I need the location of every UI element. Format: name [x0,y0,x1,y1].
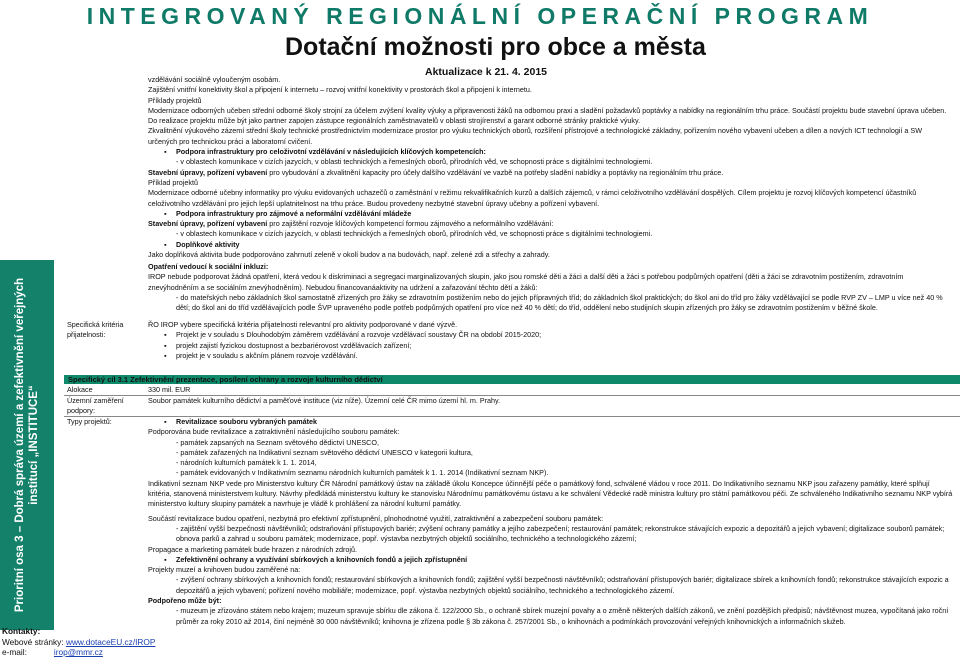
email-link[interactable]: irop@mmr.cz [53,647,103,657]
page-subtitle: Dotační možnosti pro obce a města [285,33,706,61]
section-heading: Opatření vedoucí k sociální inkluzi: [148,262,269,271]
contacts-heading: Kontakty: [2,626,41,636]
text-line: vzdělávání sociálně vyloučeným osobám. [148,75,281,84]
email-label: e-mail: [2,647,27,657]
bullet-item: ▪ projekt zajistí fyzickou dostupnost a bezbariérovost vzdělávacích zařízení; [148,341,948,351]
social-inclusion-section [148,262,954,313]
criteria-section [148,320,948,361]
bullet-heading: ▪ Zefektivnění ochrany a využívání sbírkových a knihovních fondů a jejich zpřístupnění [148,555,954,565]
text-line: Zajištění vnitřní konektivity škol a připojení k internetu – rozvoj vnitřní konektivity v prostorách škol a připojení k internetu. [148,85,532,95]
text-paragraph: Indikativní seznam NKP vede pro Ministerstvo kultury ČR Národní památkový ústav na základě úkolu Koncepce účinnější péče o památkový fond, schválené vládou v roce 2011. Do Indikativního seznamu NKP jsou zařazeny památky, které splňují kritéria, stanovená ministerstvem kultury. Návrhy předkládá ministerstvu kultury ke stanovisku Národnímu památkovému ústavu a ke schválení Vědecké radě ministra kultury pro státní památkovou péči. Ze schváleného Indikativního seznamu NKP vybírá ministerstvo kultury skupiny památek a navrhuje je vládě k prohlášení za národní kulturní památky. [148,478,953,509]
priority-axis-sidebar [0,260,54,630]
bold-lead: Stavební úpravy, pořízení vybavení [148,167,268,177]
bold-lead: Stavební úpravy, pořízení vybavení [148,219,268,229]
text-paragraph: Zkvalitnění výukového zázemí střední školy technické prostřednictvím modernizace prostor pro výuku technických oborů, rozšíření přístrojové a technologické základny, pořízením nového vybavení učeben a dílen a nových ICT technologií a SW určených pro technickou práci a laboratorní cvičení. [148,126,922,146]
dash-item: - v oblastech komunikace v cizích jazycích, v oblasti technických a řemeslných oborů, přírodních věd, ve schopnosti práce s digitálními technologiemi. [176,157,653,167]
dash-item: - do mateřských nebo základních škol samostatně zřízených pro žáky se zdravotním postižením nebo do jejich přípravných tříd; do základních škol praktických; do škol ani do tříd pro žáky vzdělávající se podle RVP ZV – LMP u více než 40 % dětí; do škol ani do tříd vzdělávajících podle ŠVP upraveného podle potřeb podpůrných opatření pro více než 40 % dětí; do tříd, oddělení nebo studijních skupin zřízených pro žáky se zdravotním postižením v běžné škole. [176,292,943,313]
territorial-label: Územní zaměření podpory: [67,396,124,416]
project-types-section [148,417,954,627]
bullet-heading: ▪ Doplňkové aktivity [148,240,948,250]
objective-title: Specifický cíl 3.1 Zefektivnění prezentace, posílení ochrany a rozvoje kulturního dědictví [68,375,383,384]
bullet-heading: ▪ Revitalizace souboru vybraných památek [148,417,954,427]
bullet-heading: ▪ Podpora infrastruktury pro zájmové a neformální vzdělávání mládeže [148,209,948,219]
top-section [148,75,948,260]
dash-item: - v oblastech komunikace v cizích jazycích, v oblasti technických a řemeslných oborů, přírodních věd, ve schopnosti práce s digitálními technologiemi. [176,229,653,239]
dash-item: - národních kulturních památek k 1. 1. 2014, [176,458,317,468]
text-paragraph [148,219,948,229]
subheading: Podpořeno může být: [148,596,222,606]
bullet-heading: ▪ Podpora infrastruktury pro celoživotní vzdělávání v následujících klíčových kompetencích: [148,147,948,157]
text-run: pro zajištění rozvoje klíčových kompetencí formou zájmového a neformálního vzdělávání: [267,219,554,229]
examples-heading: Příklady projektů [148,95,202,105]
bullet-item: ▪ Projekt je v souladu s Dlouhodobým záměrem vzdělávání a rozvoje vzdělávací soustavy ČR na období 2015-2020; [148,330,948,340]
website-link[interactable]: www.dotaceEU.cz/IROP [65,636,156,647]
project-types-label: Typy projektů: [67,417,112,426]
dash-item: - památek evidovaných v Indikativním seznamu národních kulturních památek k 1. 1. 2014 (Indikativní seznam NKP). [176,468,549,478]
dash-item: - památek zapsaných na Seznam světového dědictví UNESCO, [176,437,379,447]
contacts-block [2,626,155,658]
update-date: Aktualizace k 21. 4. 2015 [425,66,547,78]
text-line: Propagace a marketing památek bude hrazen z národních zdrojů. [148,544,357,554]
criteria-label: Specifická kritéria přijatelnosti: [67,320,124,340]
sidebar-label: Prioritní osa 3 – Dobrá správa území a zefektivnění veřejných institucí „INSTITUCE“ [14,277,40,613]
text-line: Součástí revitalizace budou opatření, nezbytná pro efektivní zpřístupnění, plnohodnotné využití, zatraktivnění a zabezpečení souboru památek: [148,513,604,523]
text-paragraph: Jako doplňková aktivita bude podporováno zahrnutí zeleně v okolí budov a na budovách, např. zelené zdi a střechy a zahrady. [148,250,550,260]
text-paragraph: IROP nebude podporovat žádná opatření, která vedou k diskriminaci a segregaci marginalizovaných skupin, jako jsou romské děti a žáci a další děti a žáci s potřebou podpůrných opatření (děti a žáci se zdravotním postižením, zdravotním znevýhodněním a se sociálním znevýhodněním). Nebudou financovanáaktivity na udržení a zařazování těchto dětí a žáků: [148,272,904,292]
allocation-value: 330 mil. EUR [148,385,191,394]
website-row [2,637,155,648]
text-paragraph: Modernizace odborné učebny informatiky pro výuku evidovaných uchazečů o zaměstnání v režimu rekvalifikačních kurzů a dalších zájemců, v rámci celoživotního vzdělávání dospělých. Cílem projektu je rozvoj klíčových kompetencí účastníků celoživotního vzdělávání pro jejich lepší uplatnitelnost na trhu práce. Budou provedeny nezbytné stavební úpravy učebny a pořízení vybavení. [148,188,917,208]
text-line: Projekty muzeí a knihoven budou zaměřené na: [148,565,301,575]
objective-bar [64,375,960,384]
website-label: Webové stránky: [2,636,64,647]
allocation-label: Alokace [67,385,93,394]
dash-item: - památek zařazených na Indikativní seznam světového dědictví UNESCO v kategorii kultura, [176,447,473,457]
text-paragraph [148,168,948,178]
territorial-value: Soubor památek kulturního dědictví a paměťové instituce (viz níže). Územní celé ČR mimo území hl. m. Prahy. [148,396,501,405]
text-run: pro vybudování a zkvalitnění kapacity pro účely dalšího vzdělávání ve vazbě na potřeby sladění nabídky a poptávky na regionálním trhu práce. [267,167,724,177]
program-title: INTEGROVANÝ REGIONÁLNÍ OPERAČNÍ PROGRAM [86,3,874,29]
bullet-item: ▪ projekt je v souladu s akčním plánem rozvoje vzdělávání. [148,351,948,361]
text-line: Podporována bude revitalizace a zatraktivnění následujícího souboru památek: [148,427,400,437]
text-paragraph: Modernizace odborných učeben střední odborné školy strojní za účelem zvýšení kvality výuky a připravenosti žáků na odbornou praxi a sladění požadavků poptávky a nabídky na regionálním trhu práce. Součástí projektu bude stavební úprava učeben. Do realizace projektu může být jako partner zapojen zástupce regionálních zaměstnavatelů v oblasti strojírenství a garant odborné stránky praktické výuky. [148,105,947,126]
text-line: ŘO IROP vybere specifická kritéria přijatelnosti relevantní pro aktivity podporované v dané výzvě. [148,320,458,329]
dash-item: - zajištění vyšší bezpečnosti návštěvníků; odstraňování přístupových bariér; zvýšení ochrany památky a jejího zabezpečení; restaurování památek; rekonstrukce stávajících expozic a depozitářů a jejich vybavení; digitalizace souborů památek; obnova parků a zahrad u souboru památek; modernizace, popř. výstavba nezbytných objektů sociálního, technického a technologického zázemí; [176,523,945,544]
dash-item: - muzeum je zřizováno státem nebo krajem; muzeum spravuje sbírku dle zákona č. 122/2000 Sb., o ochraně sbírek muzejní povahy a o změně některých dalších zákonů, ve znění pozdějších předpisů; návštěvnost muzea, vypočítaná jako roční průměr za roky 2010 až 2014, činí nejméně 30 000 návštěvníků; knihovna je zřízena podle § 3b zákona č. 257/2001 Sb., o knihovnách a podmínkách provozování veřejných knihovnických a informačních služeb. [176,606,949,626]
dash-item: - zvýšení ochrany sbírkových a knihovních fondů; restaurování sbírkových a knihovních fondů; zajištění vyšší bezpečnosti návštěvníků; odstraňování přístupových bariér; digitalizace sbírek a knihovních fondů; rekonstrukce stávajících expozic a depozitářů a jejich vybavení; pořízení nového mobiliáře; modernizace, popř. výstavba nezbytných objektů sociálního, technického a technologického zázemí. [176,575,949,595]
examples-heading: Příklad projektů [148,177,198,187]
